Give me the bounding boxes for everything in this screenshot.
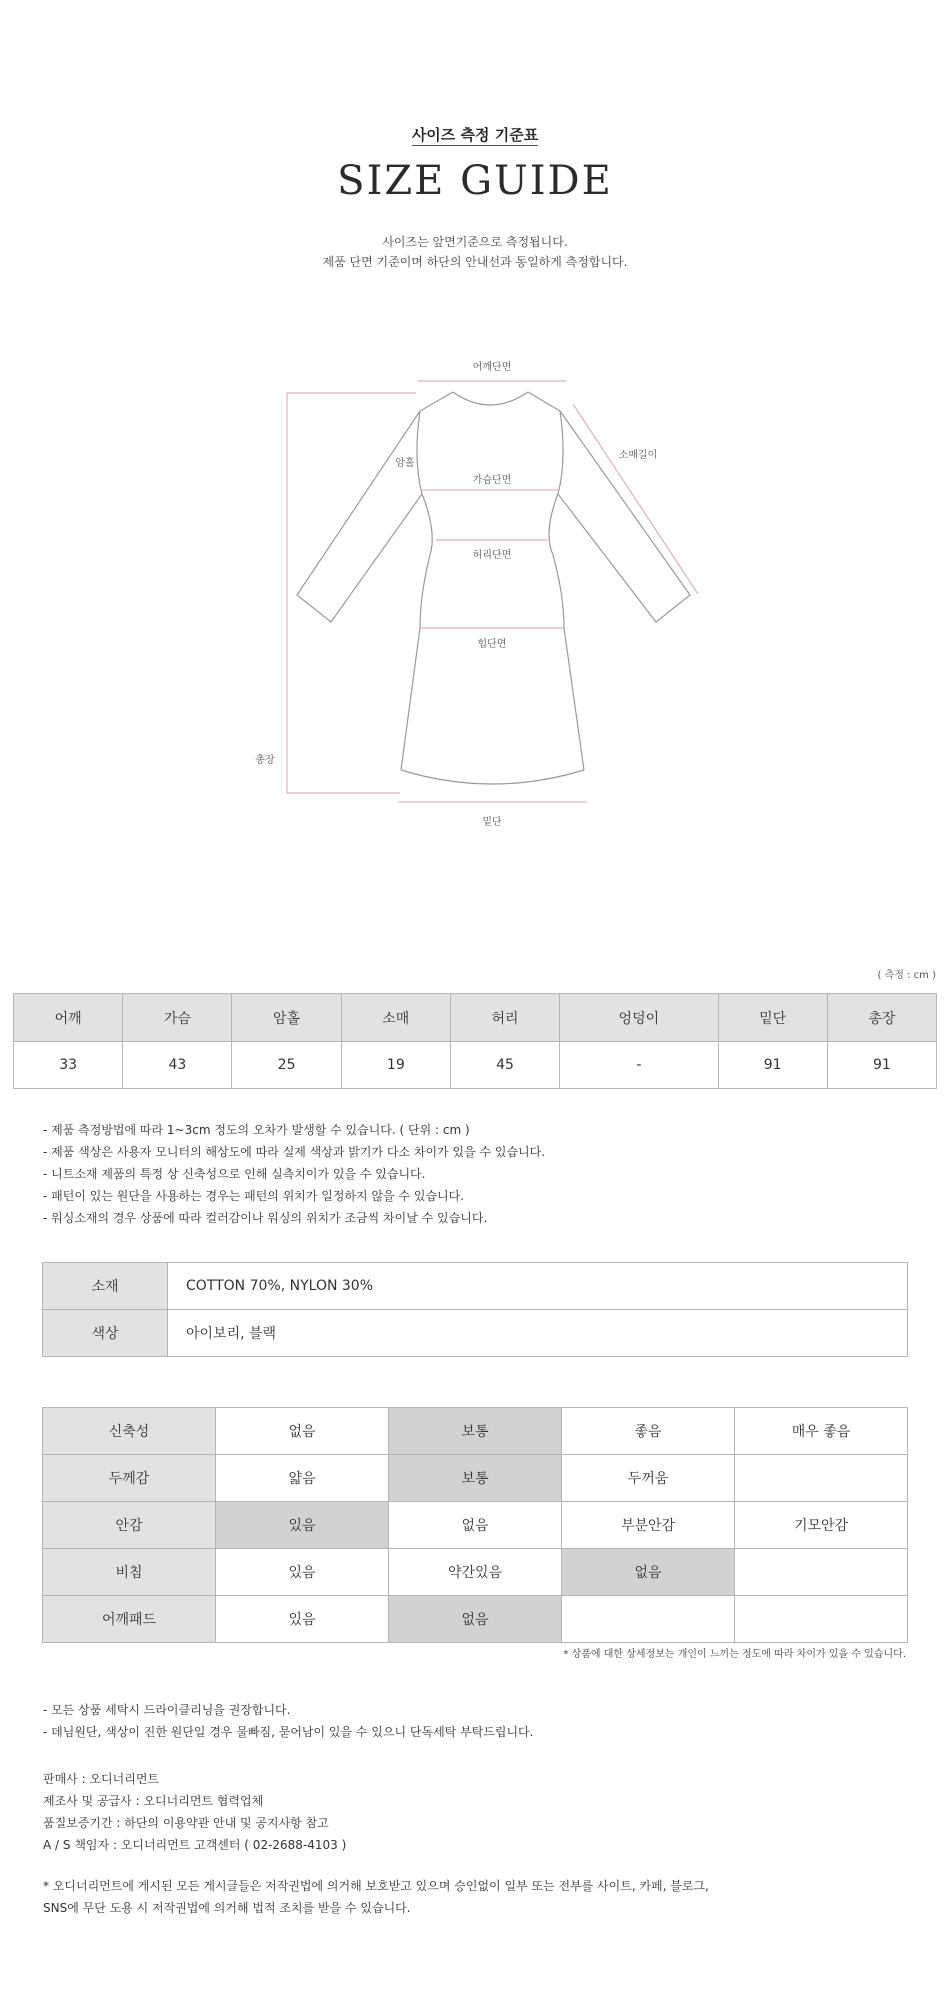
unit-note: ( 측정 : cm ) [877, 970, 936, 981]
note-item: - 패턴이 있는 원단을 사용하는 경우는 패턴의 위치가 일정하지 않을 수 있습니다. [43, 1189, 465, 1203]
company-info [43, 1768, 346, 1856]
size-guide-title-en: SIZE GUIDE [337, 158, 613, 204]
property-label: 두께감 [43, 1455, 216, 1502]
size-value: - [560, 1042, 718, 1089]
material-value: COTTON 70%, NYLON 30% [168, 1263, 908, 1310]
note-item: - 워싱소재의 경우 상품에 따라 컬러감이나 워싱의 위치가 조금씩 차이날 수 있습니다. [43, 1211, 488, 1225]
care-note-item: - 데님원단, 색상이 진한 원단일 경우 물빠짐, 묻어남이 있을 수 있으니 단독세탁 부탁드립니다. [43, 1725, 534, 1739]
hip-label: 힙단면 [477, 639, 507, 650]
color-label: 색상 [43, 1310, 168, 1357]
note-item: - 니트소재 제품의 특정 상 신축성으로 인해 실측치이가 있을 수 있습니다. [43, 1167, 426, 1181]
property-row-lining [43, 1502, 908, 1549]
company-info-line: A / S 책임자 : 오디너리먼트 고객센터 ( 02-2688-4103 ) [43, 1838, 347, 1852]
property-option [735, 1549, 908, 1596]
size-table [13, 993, 937, 1089]
size-header: 밑단 [718, 994, 827, 1042]
size-value: 25 [232, 1042, 341, 1089]
company-info-line: 판매사 : 오디너리먼트 [43, 1772, 160, 1786]
company-info-line: 품질보증기간 : 하단의 이용약관 안내 및 공지사항 참고 [43, 1816, 329, 1830]
waist-label: 허리단면 [472, 550, 512, 561]
property-option: 매우 좋음 [735, 1408, 908, 1455]
property-option: 부분안감 [562, 1502, 735, 1549]
property-option: 있음 [216, 1549, 389, 1596]
copyright-line: SNS에 무단 도용 시 저작권법에 의거해 법적 조치를 받을 수 있습니다. [43, 1901, 411, 1915]
sleeve-measure-line [573, 404, 698, 594]
property-row-shoulder-pad [43, 1596, 908, 1643]
property-row-sheerness [43, 1549, 908, 1596]
material-row [43, 1263, 908, 1310]
property-row-stretch [43, 1408, 908, 1455]
chest-label: 가슴단면 [472, 475, 512, 486]
measurement-notes [43, 1119, 545, 1229]
property-option: 기모안감 [735, 1502, 908, 1549]
property-label: 안감 [43, 1502, 216, 1549]
size-table-header-row [14, 994, 937, 1042]
note-item: - 제품 측정방법에 따라 1~3cm 정도의 오차가 발생할 수 있습니다. ( 단위 : cm ) [43, 1123, 470, 1137]
property-row-thickness [43, 1455, 908, 1502]
material-label: 소재 [43, 1263, 168, 1310]
property-option [735, 1596, 908, 1643]
care-note-item: - 모든 상품 세탁시 드라이클리닝을 권장합니다. [43, 1703, 291, 1717]
property-option: 있음 [216, 1596, 389, 1643]
shoulder-label: 어깨단면 [472, 362, 512, 373]
fabric-properties-table [42, 1407, 908, 1643]
property-option-selected: 있음 [216, 1502, 389, 1549]
care-notes [43, 1699, 533, 1743]
property-option: 좋음 [562, 1408, 735, 1455]
company-info-line: 제조사 및 공급사 : 오디너리먼트 협력업체 [43, 1794, 264, 1808]
property-label: 신축성 [43, 1408, 216, 1455]
copyright-line: * 오디너리먼트에 게시된 모든 게시글들은 저작권법에 의거해 보호받고 있으며 승인없이 일부 또는 전부를 사이트, 카페, 블로그, [43, 1879, 709, 1893]
size-value: 45 [450, 1042, 559, 1089]
size-value: 91 [827, 1042, 936, 1089]
property-option-selected: 보통 [389, 1455, 562, 1502]
properties-disclaimer: * 상품에 대한 상세정보는 개인이 느끼는 정도에 따라 차이가 있을 수 있습니다. [563, 1649, 906, 1660]
size-header: 가슴 [123, 994, 232, 1042]
size-value: 43 [123, 1042, 232, 1089]
copyright-notice [43, 1875, 709, 1919]
measurement-lines [287, 381, 698, 802]
size-header: 어깨 [14, 994, 123, 1042]
hem-label: 밑단 [482, 817, 502, 828]
property-option: 없음 [389, 1502, 562, 1549]
property-option: 약간있음 [389, 1549, 562, 1596]
property-option: 두꺼움 [562, 1455, 735, 1502]
size-value: 19 [341, 1042, 450, 1089]
property-label: 비침 [43, 1549, 216, 1596]
size-header: 허리 [450, 994, 559, 1042]
total-length-label: 총장 [255, 755, 275, 766]
size-guide-title-kr: 사이즈 측정 기준표 [411, 126, 539, 144]
size-header: 암홀 [232, 994, 341, 1042]
property-option: 얇음 [216, 1455, 389, 1502]
property-option: 없음 [216, 1408, 389, 1455]
material-table [42, 1262, 908, 1357]
size-value: 91 [718, 1042, 827, 1089]
property-option [562, 1596, 735, 1643]
size-value: 33 [14, 1042, 123, 1089]
description-line-2: 제품 단면 기준이며 하단의 안내선과 동일하게 측정합니다. [322, 255, 628, 269]
property-label: 어깨패드 [43, 1596, 216, 1643]
description-line-1: 사이즈는 앞면기준으로 측정됩니다. [382, 235, 568, 249]
property-option-selected: 없음 [562, 1549, 735, 1596]
sleeve-label: 소매길이 [618, 450, 658, 461]
color-value: 아이보리, 블랙 [168, 1310, 908, 1357]
size-header: 총장 [827, 994, 936, 1042]
property-option-selected: 없음 [389, 1596, 562, 1643]
color-row [43, 1310, 908, 1357]
size-header: 소매 [341, 994, 450, 1042]
property-option [735, 1455, 908, 1502]
note-item: - 제품 색상은 사용자 모니터의 해상도에 따라 실제 색상과 밝기가 다소 차이가 있을 수 있습니다. [43, 1145, 546, 1159]
size-table-value-row [14, 1042, 937, 1089]
property-option-selected: 보통 [389, 1408, 562, 1455]
size-header: 엉덩이 [560, 994, 718, 1042]
armhole-label: 암홀 [395, 458, 415, 469]
dress-measurement-diagram [0, 340, 950, 840]
